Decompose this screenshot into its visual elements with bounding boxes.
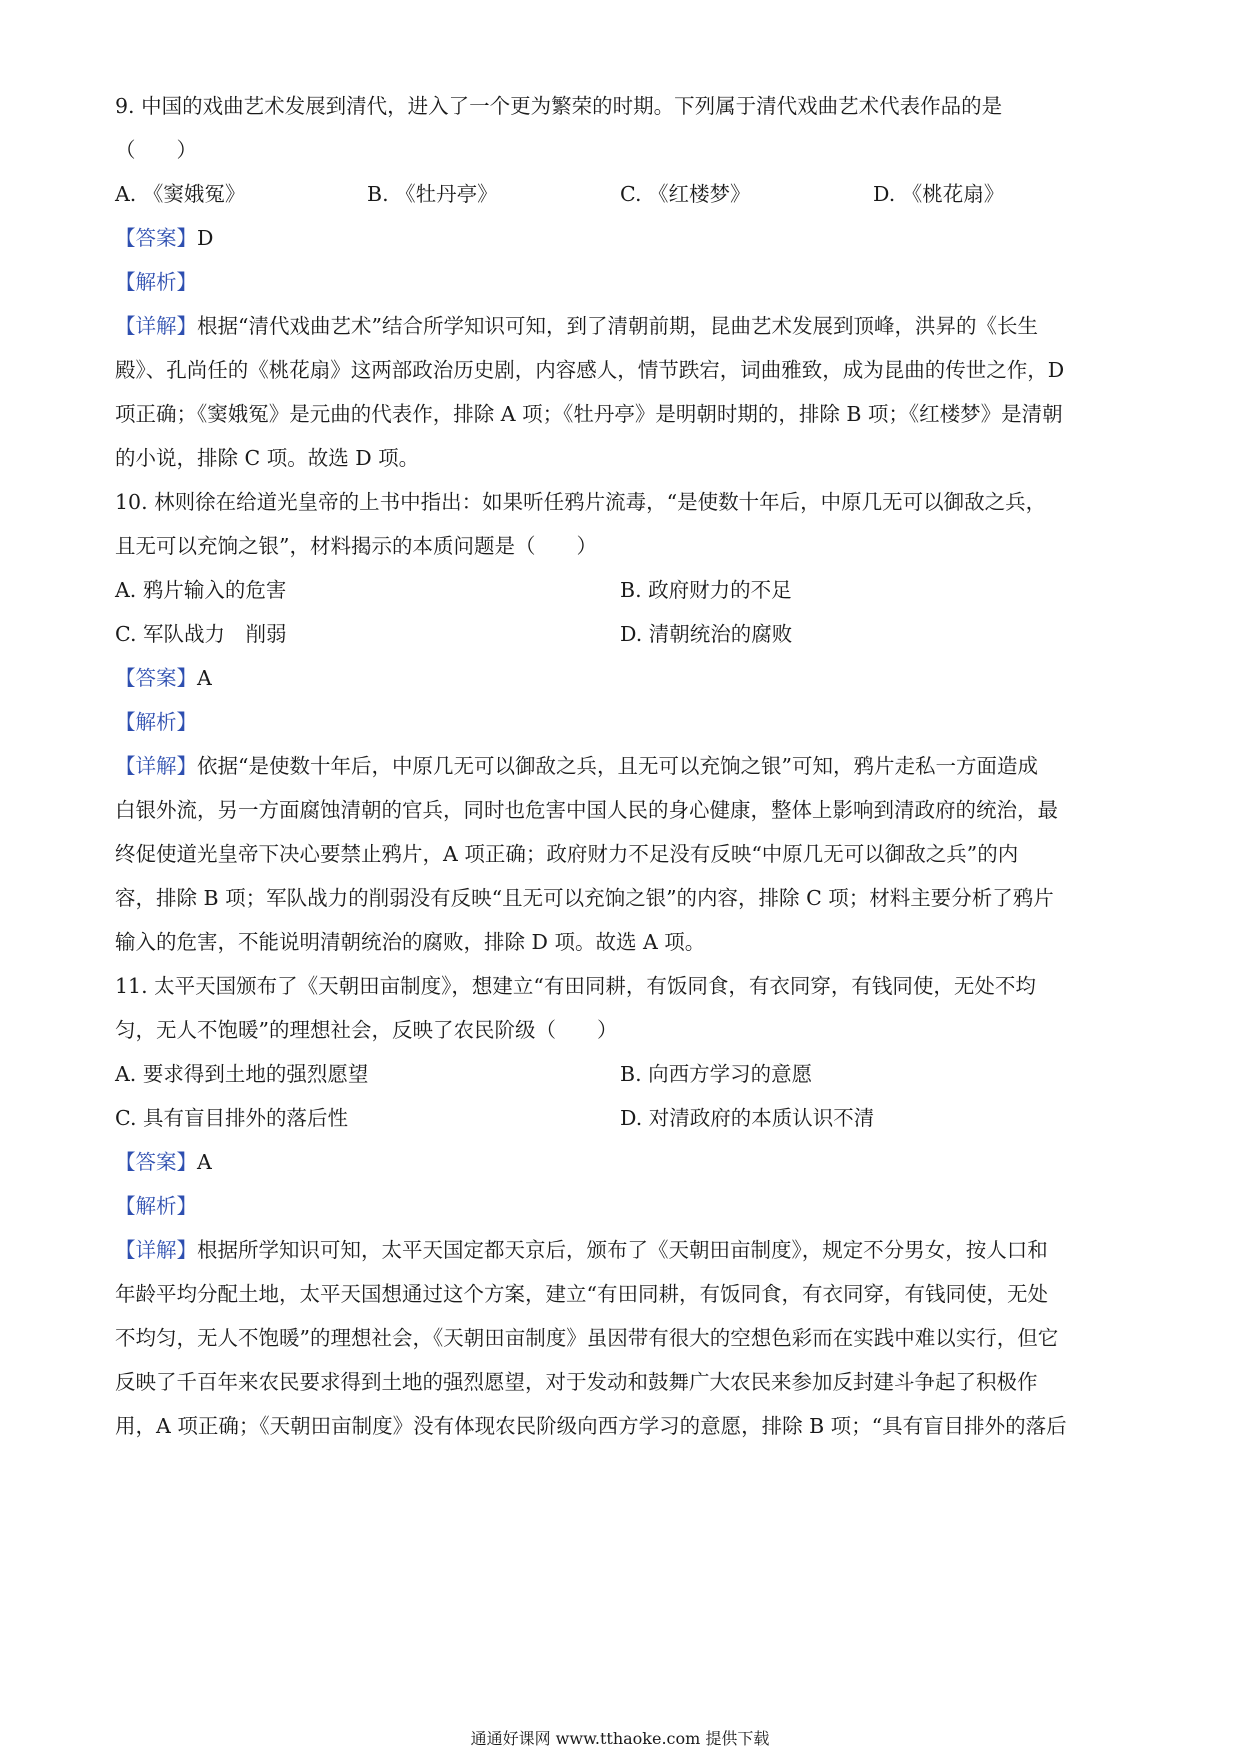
q9-detail-line1 <box>115 312 1135 340</box>
q10-option-c: C. 军队战力 削弱 <box>115 622 287 646</box>
page-footer: 通通好课网 www.tthaoke.com 提供下载 <box>470 1729 770 1748</box>
q11-detail-line1 <box>115 1236 1135 1264</box>
detail-text: 依据“是使数十年后，中原几无可以御敌之兵，且无可以充饷之银”可知，鸦片走私一方面造成 <box>197 754 1038 778</box>
q11-option-c: C. 具有盲目排外的落后性 <box>115 1106 348 1130</box>
q10-detail-line4: 容，排除 B 项；军队战力的削弱没有反映“且无可以充饷之银”的内容，排除 C 项；材料主要分析了鸦片 <box>115 886 1054 910</box>
detail-text: 根据所学知识可知，太平天国定都天京后，颁布了《天朝田亩制度》，规定不分男女，按人口和 <box>197 1238 1048 1262</box>
q10-analysis-label: 【解析】 <box>115 710 197 734</box>
q11-stem-line1: 11. 太平天国颁布了《天朝田亩制度》，想建立“有田同耕，有饭同食，有衣同穿，有钱同使，无处不均 <box>115 974 1036 998</box>
q9-analysis-label: 【解析】 <box>115 270 197 294</box>
q9-detail-line2: 殿》、孔尚任的《桃花扇》这两部政治历史剧，内容感人，情节跌宕，词曲雅致，成为昆曲的传世之作，D <box>115 358 1065 382</box>
q9-detail-line3: 项正确；《窦娥冤》是元曲的代表作，排除 A 项；《牡丹亭》是明朝时期的，排除 B 项；《红楼梦》是清朝 <box>115 402 1063 426</box>
q11-detail-line5: 用，A 项正确；《天朝田亩制度》没有体现农民阶级向西方学习的意愿，排除 B 项；“具有盲目排外的落后 <box>115 1414 1067 1438</box>
q11-option-a: A. 要求得到土地的强烈愿望 <box>115 1062 369 1086</box>
q11-detail-line3: 不均匀，无人不饱暖”的理想社会，《天朝田亩制度》虽因带有很大的空想色彩而在实践中难以实行，但它 <box>115 1326 1059 1350</box>
detail-label: 【详解】 <box>115 754 197 778</box>
q10-detail-line2: 白银外流，另一方面腐蚀清朝的官兵，同时也危害中国人民的身心健康，整体上影响到清政府的统治，最 <box>115 798 1058 822</box>
q10-option-a: A. 鸦片输入的危害 <box>115 578 287 602</box>
detail-label: 【详解】 <box>115 1238 197 1262</box>
q9-option-c: C. 《红楼梦》 <box>620 182 751 206</box>
q11-stem-line2: 匀，无人不饱暖”的理想社会，反映了农民阶级（ ） <box>115 1018 618 1042</box>
q9-answer <box>115 224 1135 252</box>
q10-stem-line2: 且无可以充饷之银”，材料揭示的本质问题是（ ） <box>115 534 597 558</box>
q11-analysis-label: 【解析】 <box>115 1194 197 1218</box>
detail-text: 根据“清代戏曲艺术”结合所学知识可知，到了清朝前期，昆曲艺术发展到顶峰，洪昇的《长生 <box>197 314 1038 338</box>
q9-option-a: A. 《窦娥冤》 <box>115 182 246 206</box>
q10-answer <box>115 664 1135 692</box>
q10-detail-line5: 输入的危害，不能说明清朝统治的腐败，排除 D 项。故选 A 项。 <box>115 930 706 954</box>
q11-detail-line4: 反映了千百年来农民要求得到土地的强烈愿望，对于发动和鼓舞广大农民来参加反封建斗争起了积极作 <box>115 1370 1038 1394</box>
q10-option-d: D. 清朝统治的腐败 <box>620 622 793 646</box>
q10-option-b: B. 政府财力的不足 <box>620 578 792 602</box>
q11-option-b: B. 向西方学习的意愿 <box>620 1062 813 1086</box>
q9-option-d: D. 《桃花扇》 <box>873 182 1005 206</box>
answer-label: 【答案】 <box>115 1150 197 1174</box>
answer-label: 【答案】 <box>115 226 197 250</box>
q11-option-d: D. 对清政府的本质认识不清 <box>620 1106 875 1130</box>
q10-stem-line1: 10. 林则徐在给道光皇帝的上书中指出：如果听任鸦片流毒，“是使数十年后，中原几无可以御敌之兵， <box>115 490 1047 514</box>
q9-detail-line4: 的小说，排除 C 项。故选 D 项。 <box>115 446 420 470</box>
answer-label: 【答案】 <box>115 666 197 690</box>
q11-answer <box>115 1148 1135 1176</box>
q10-detail-line1 <box>115 752 1135 780</box>
answer-value: A <box>197 666 212 690</box>
q9-stem-line1: 9. 中国的戏曲艺术发展到清代，进入了一个更为繁荣的时期。下列属于清代戏曲艺术代表作品的是 <box>115 94 1003 118</box>
q10-detail-line3: 终促使道光皇帝下决心要禁止鸦片，A 项正确；政府财力不足没有反映“中原几无可以御敌之兵”的内 <box>115 842 1019 866</box>
q9-option-b: B. 《牡丹亭》 <box>367 182 498 206</box>
detail-label: 【详解】 <box>115 314 197 338</box>
answer-value: D <box>197 226 214 250</box>
q11-detail-line2: 年龄平均分配土地，太平天国想通过这个方案，建立“有田同耕，有饭同食，有衣同穿，有钱同使，无处 <box>115 1282 1048 1306</box>
q9-stem-line2: （ ） <box>115 138 197 162</box>
answer-value: A <box>197 1150 212 1174</box>
